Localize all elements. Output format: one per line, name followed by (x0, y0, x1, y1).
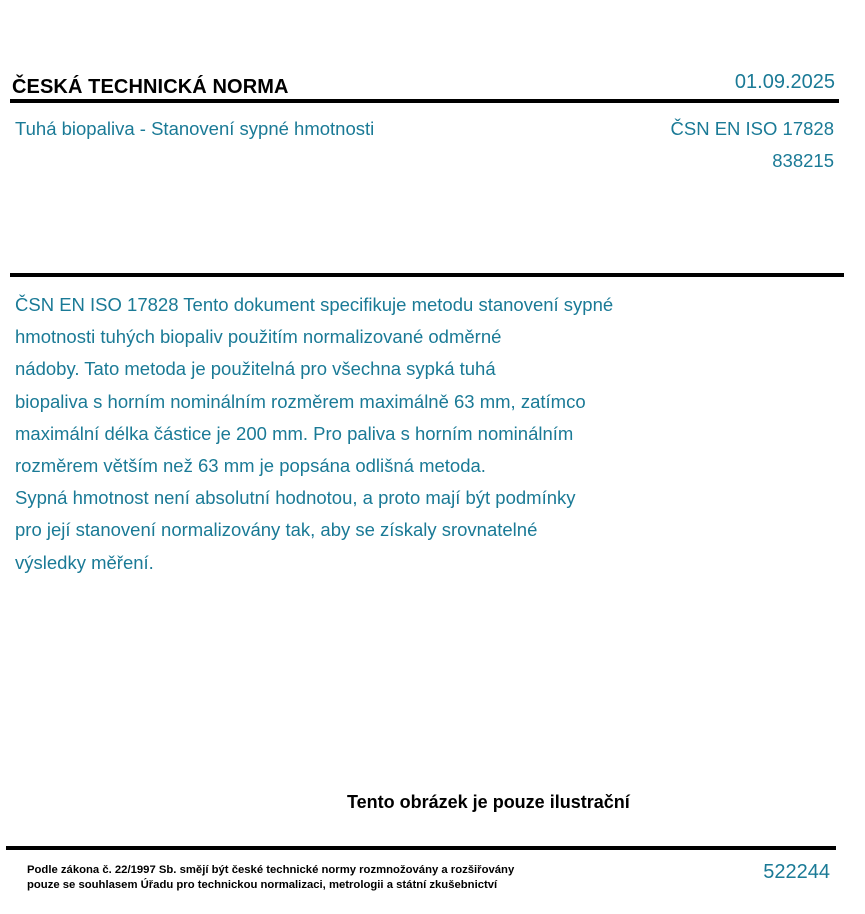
document-title: ČESKÁ TECHNICKÁ NORMA (12, 76, 289, 98)
illustration-note: Tento obrázek je pouze ilustrační (347, 792, 630, 812)
standard-subject: Tuhá biopaliva - Stanovení sypné hmotnosti (15, 118, 375, 139)
abstract-line: ČSN EN ISO 17828 Tento dokument specifikuje metodu stanovení sypné (15, 294, 614, 315)
standard-code: ČSN EN ISO 17828 (670, 118, 834, 139)
footer-legal-line: Podle zákona č. 22/1997 Sb. smějí být české technické normy rozmnožovány a rozšiřovány (27, 864, 515, 876)
abstract-line: rozměrem větším než 63 mm je popsána odlišná metoda. (15, 455, 486, 477)
middle-divider (10, 273, 844, 277)
bottom-divider (6, 846, 836, 850)
abstract-line: Sypná hmotnost není absolutní hodnotou, a proto mají být podmínky (15, 487, 576, 509)
top-divider (10, 99, 839, 103)
standard-number: 838215 (772, 150, 834, 171)
footer-document-id: 522244 (763, 861, 830, 883)
abstract-line: maximální délka částice je 200 mm. Pro paliva s horním nominálním (15, 422, 574, 444)
abstract-line: hmotnosti tuhých biopaliv použitím normalizované odměrné (15, 326, 502, 348)
footer-legal-line: pouze se souhlasem Úřadu pro technickou normalizaci, metrologii a státní zkušebnictví (27, 879, 498, 891)
abstract-line: biopaliva s horním nominálním rozměrem maximálně 63 mm, zatímco (15, 390, 586, 412)
footer-legal-notice (27, 863, 514, 893)
abstract-line: pro její stanovení normalizovány tak, aby se získaly srovnatelné (15, 519, 538, 541)
abstract-text (15, 289, 735, 579)
abstract-line: nádoby. Tato metoda je použitelná pro všechna sypká tuhá (15, 358, 496, 380)
abstract-line: výsledky měření. (15, 551, 154, 573)
publication-date: 01.09.2025 (734, 71, 835, 93)
